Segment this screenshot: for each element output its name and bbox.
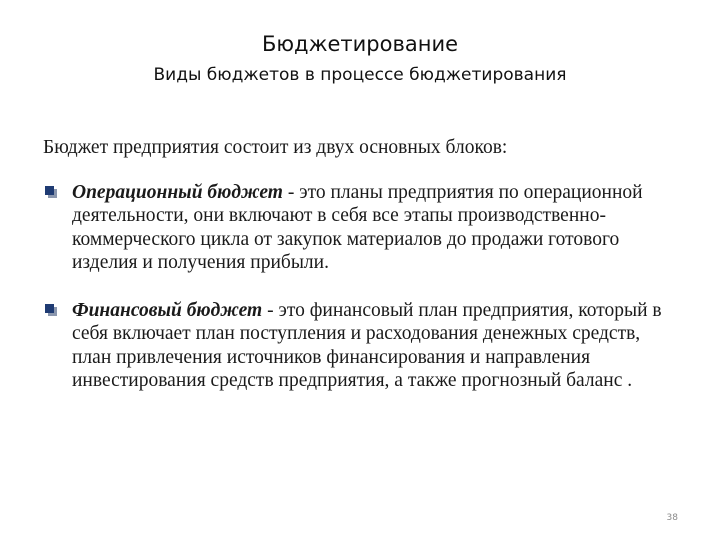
bullet-text: это планы предприятия по операционной деятельности, они включают в себя все этапы производственно-коммерческого цикла от закупок материалов до продажи готового изделия и получения прибыли. xyxy=(72,181,643,273)
bullet-text: это финансовый план предприятия, который в себя включает план поступления и расходования денежных средств, план привлечения источников финансирования и направления инвестирования средств предприятия, а также прогнозный баланс . xyxy=(72,299,662,391)
slide-subtitle: Виды бюджетов в процессе бюджетирования xyxy=(153,65,567,85)
square-bullet-icon xyxy=(45,186,54,195)
slide-title: Бюджетирование xyxy=(261,32,459,56)
bullet-term: Операционный бюджет xyxy=(72,181,283,203)
bullet-separator: - xyxy=(262,299,279,321)
bullet-operational-budget xyxy=(43,181,683,275)
square-bullet-icon xyxy=(45,304,54,313)
page-number: 38 xyxy=(666,513,678,523)
intro-text: Бюджет предприятия состоит из двух основных блоков: xyxy=(43,137,508,158)
bullet-term: Финансовый бюджет xyxy=(72,299,263,321)
slide-body xyxy=(43,136,683,393)
bullet-financial-budget xyxy=(43,299,683,393)
bullet-separator: - xyxy=(282,181,300,203)
